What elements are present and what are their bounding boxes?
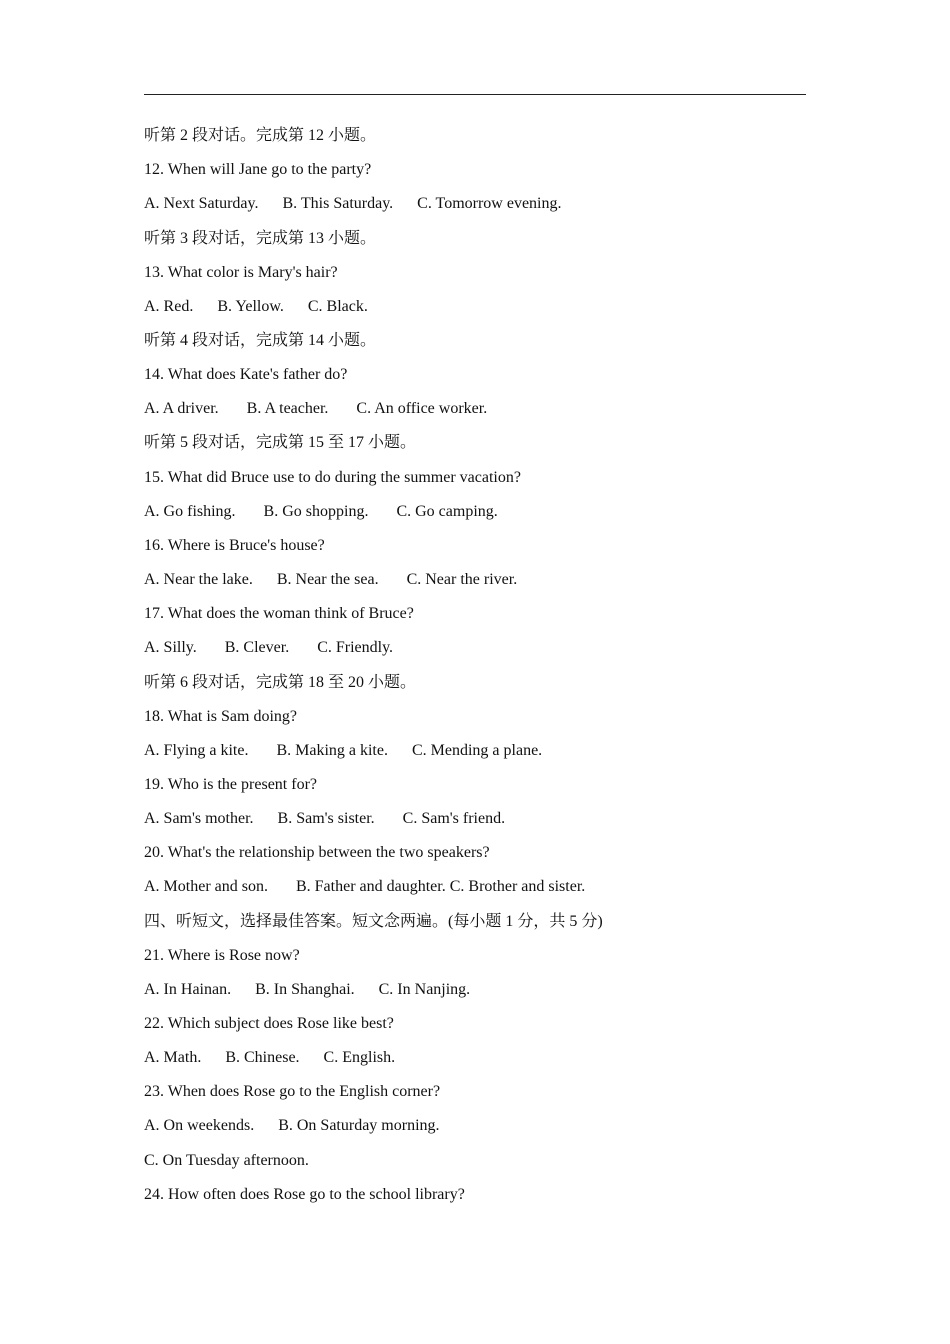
options-17: A. Silly. B. Clever. C. Friendly. (144, 639, 394, 656)
options-12: A. Next Saturday. B. This Saturday. C. Tomorrow evening. (144, 195, 562, 212)
question-16: 16. Where is Bruce's house? (144, 537, 325, 554)
section-heading-four: 四、听短文，选择最佳答案。短文念两遍。(每小题 1 分，共 5 分) (144, 913, 603, 930)
options-18: A. Flying a kite. B. Making a kite. C. Mending a plane. (144, 742, 543, 759)
options-14: A. A driver. B. A teacher. C. An office worker. (144, 400, 488, 417)
section-instruction-2: 听第 2 段对话。完成第 12 小题。 (144, 127, 377, 144)
question-17: 17. What does the woman think of Bruce? (144, 605, 414, 622)
question-18: 18. What is Sam doing? (144, 708, 298, 725)
options-15: A. Go fishing. B. Go shopping. C. Go camping. (144, 503, 498, 520)
options-23b: C. On Tuesday afternoon. (144, 1152, 309, 1169)
question-24: 24. How often does Rose go to the school library? (144, 1186, 465, 1203)
options-21: A. In Hainan. B. In Shanghai. C. In Nanjing. (144, 981, 471, 998)
question-15: 15. What did Bruce use to do during the summer vacation? (144, 469, 521, 486)
header-rule (144, 94, 806, 95)
options-22: A. Math. B. Chinese. C. English. (144, 1049, 396, 1066)
options-16: A. Near the lake. B. Near the sea. C. Near the river. (144, 571, 518, 588)
question-12: 12. When will Jane go to the party? (144, 161, 372, 178)
question-22: 22. Which subject does Rose like best? (144, 1015, 394, 1032)
question-20: 20. What's the relationship between the two speakers? (144, 844, 490, 861)
section-instruction-3: 听第 3 段对话，完成第 13 小题。 (144, 230, 377, 247)
question-23: 23. When does Rose go to the English corner? (144, 1083, 441, 1100)
question-14: 14. What does Kate's father do? (144, 366, 348, 383)
section-instruction-6: 听第 6 段对话，完成第 18 至 20 小题。 (144, 674, 417, 691)
options-13: A. Red. B. Yellow. C. Black. (144, 298, 368, 315)
question-21: 21. Where is Rose now? (144, 947, 300, 964)
question-19: 19. Who is the present for? (144, 776, 317, 793)
section-instruction-5: 听第 5 段对话，完成第 15 至 17 小题。 (144, 434, 417, 451)
options-23a: A. On weekends. B. On Saturday morning. (144, 1117, 440, 1134)
question-13: 13. What color is Mary's hair? (144, 264, 338, 281)
options-19: A. Sam's mother. B. Sam's sister. C. Sam's friend. (144, 810, 506, 827)
options-20: A. Mother and son. B. Father and daughter. C. Brother and sister. (144, 878, 586, 895)
section-instruction-4: 听第 4 段对话，完成第 14 小题。 (144, 332, 377, 349)
